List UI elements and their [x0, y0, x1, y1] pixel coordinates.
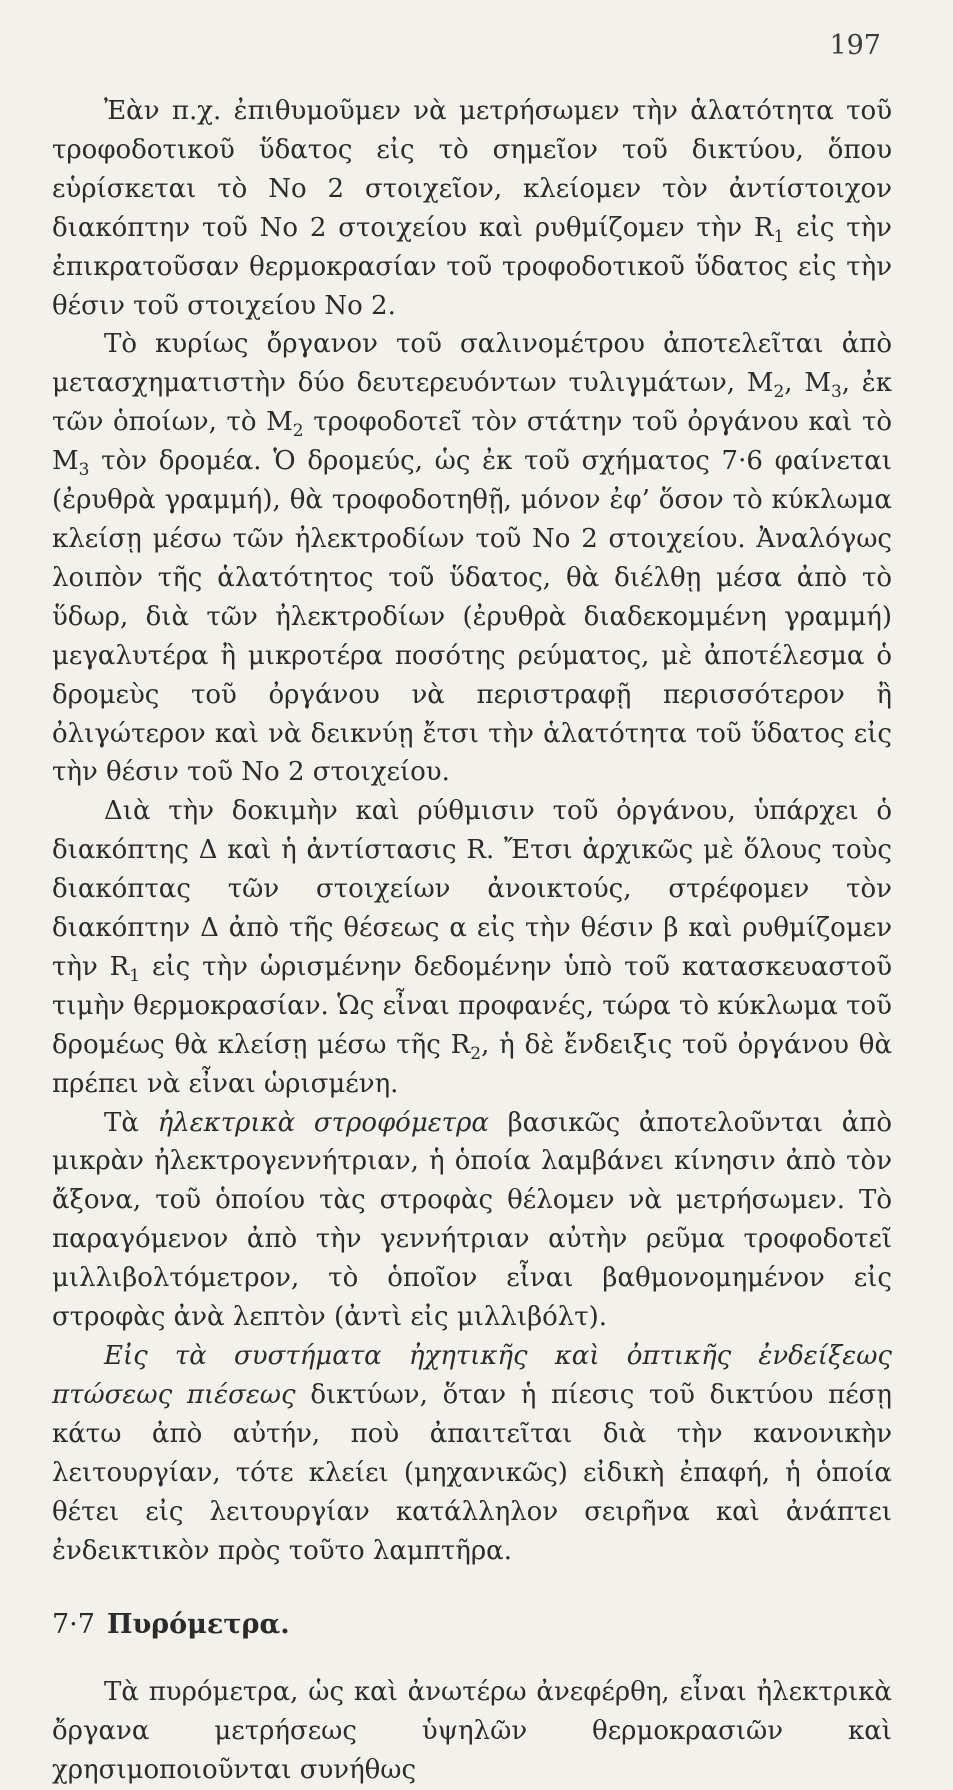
- paragraphs: [52, 92, 892, 1570]
- italic-term: ἠλεκτρικὰ στροφόμετρα: [157, 1107, 489, 1138]
- text-run: Ἐὰν π.χ. ἐπιθυμοῦμεν νὰ μετρήσωμεν τὴν ἁλατότητα τοῦ τροφοδοτικοῦ ὕδατος εἰς τὸ σημεῖον τοῦ δικτύου, ὅπου εὑρίσκεται τὸ Νο 2 στοιχεῖον, κλείομεν τὸν ἀντίστοιχον διακόπτην τοῦ Νο 2 στοιχείου καὶ ρυθμίζομεν τὴν R: [52, 96, 892, 243]
- paragraph-p4: [52, 1104, 892, 1337]
- text-run: Τὸ κυρίως ὄργανον τοῦ σαλινομέτρου ἀποτελεῖται ἀπὸ μετασχηματιστὴν δύο δευτερευόντων τυλιγμάτων, M: [52, 329, 892, 399]
- text-run: , ἡ δὲ ἔνδειξις τοῦ ὀργάνου θὰ πρέπει νὰ εἶναι ὡρισμένη.: [52, 1029, 893, 1099]
- text-run: , M: [784, 368, 831, 399]
- text-run: Διὰ τὴν δοκιμὴν καὶ ρύθμισιν τοῦ ὀργάνου, ὑπάρχει ὁ διακόπτης Δ καὶ ἡ ἀντίστασις R. Ἔτσι ἀρχικῶς μὲ ὅλους τοὺς διακόπτας τῶν στοιχείων ἀνοικτούς, στρέφομεν τὸν διακόπτην Δ ἀπὸ τῆς θέσεως α εἰς τὴν θέσιν β καὶ ρυθμίζομεν τὴν R: [52, 796, 892, 982]
- text-run: δικτύων, ὅταν ἡ πίεσις τοῦ δικτύου πέσῃ κάτω ἀπὸ αὐτήν, ποὺ ἀπαιτεῖται διὰ τὴν κανονικὴν λειτουργίαν, τότε κλείει (μηχανικῶς) εἰδικὴ ἐπαφή, ἡ ὁποία θέτει εἰς λειτουργίαν κατάλληλον σειρῆνα καὶ ἀνάπτει ἐνδεικτικὸν πρὸς τοῦτο λαμπτῆρα.: [52, 1379, 892, 1566]
- page-body: [52, 92, 892, 1790]
- text-run: Τὰ: [104, 1107, 158, 1138]
- section-heading: [52, 1606, 892, 1645]
- text-run: , ἐκ τῶν ὁποίων, τὸ M: [52, 368, 892, 438]
- subscript: 2: [292, 421, 304, 442]
- text-run: εἰς τὴν ἐπικρατοῦσαν θερμοκρασίαν τοῦ τροφοδοτικοῦ ὕδατος εἰς τὴν θέσιν τοῦ στοιχείου Νο 2.: [52, 212, 892, 321]
- page-number: 197: [829, 30, 881, 61]
- text-run: Τὰ πυρόμετρα, ὡς καὶ ἀνωτέρω ἀνεφέρθη, εἶναι ἠλεκτρικὰ ὄργανα μετρήσεως ὑψηλῶν θερμοκρασιῶν καὶ χρησιμοποιοῦνται συνήθως: [52, 1677, 892, 1786]
- paragraph-p6: [52, 1673, 892, 1790]
- subscript: 1: [129, 966, 141, 987]
- paragraph-p3: [52, 792, 892, 1103]
- italic-term: Εἰς τὰ συστήματα ἠχητικῆς καὶ ὀπτικῆς ἐνδείξεως πτώσεως πιέσεως: [52, 1341, 892, 1410]
- text-run: βασικῶς ἀποτελοῦνται ἀπὸ μικρὰν ἠλεκτρογεννήτριαν, ἡ ὁποία λαμβάνει κίνησιν ἀπὸ τὸν ἄξονα, τοῦ ὁποίου τὰς στροφὰς θέλομεν νὰ μετρήσωμεν. Τὸ παραγόμενον ἀπὸ τὴν γεννήτριαν αὐτὴν ρεῦμα τροφοδοτεῖ μιλλιβολτόμετρον, τὸ ὁποῖον εἶναι βαθμονομημένον εἰς στροφὰς ἀνὰ λεπτὸν (ἀντὶ εἰς μιλλιβόλτ).: [52, 1107, 892, 1333]
- text-run: τροφοδοτεῖ τὸν στάτην τοῦ ὀργάνου καὶ τὸ M: [52, 407, 892, 477]
- final-paragraph-container: [52, 1673, 892, 1790]
- subscript: 2: [773, 382, 785, 403]
- paragraph-p5: [52, 1337, 892, 1570]
- paragraph-p2: [52, 325, 892, 792]
- section-number: 7·7: [52, 1609, 95, 1641]
- paragraph-p1: [52, 92, 892, 325]
- subscript: 3: [78, 460, 90, 481]
- subscript: 1: [773, 226, 785, 247]
- text-run: τὸν δρομέα. Ὁ δρομεύς, ὡς ἐκ τοῦ σχήματος 7·6 φαίνεται (ἐρυθρὰ γραμμή), θὰ τροφοδοτηθῇ, μόνον ἐφ’ ὅσον τὸ κύκλωμα κλείσῃ μέσω τῶν ἠλεκτροδίων τοῦ Νο 2 στοιχείου. Ἀναλόγως λοιπὸν τῆς ἁλατότητος τοῦ ὕδατος, θὰ διέλθῃ μέσα ἀπὸ τὸ ὕδωρ, διὰ τῶν ἠλεκτροδίων (ἐρυθρὰ διαδεκομμένη γραμμή) μεγαλυτέρα ἢ μικροτέρα ποσότης ρεύματος, μὲ ἀποτέλεσμα ὁ δρομεὺς τοῦ ὀργάνου νὰ περιστραφῇ περισσότερον ἢ ὀλιγώτερον καὶ νὰ δεικνύῃ ἔτσι τὴν ἁλατότητα τοῦ ὕδατος εἰς τὴν θέσιν τοῦ Νο 2 στοιχείου.: [52, 446, 892, 788]
- section-title: Πυρόμετρα.: [106, 1609, 290, 1641]
- subscript: 2: [470, 1043, 482, 1064]
- text-run: εἰς τὴν ὡρισμένην δεδομένην ὑπὸ τοῦ κατασκευαστοῦ τιμὴν θερμοκρασίαν. Ὡς εἶναι προφανές, τώρα τὸ κύκλωμα τοῦ δρομέως θὰ κλείσῃ μέσω τῆς R: [52, 951, 893, 1060]
- subscript: 3: [830, 382, 842, 403]
